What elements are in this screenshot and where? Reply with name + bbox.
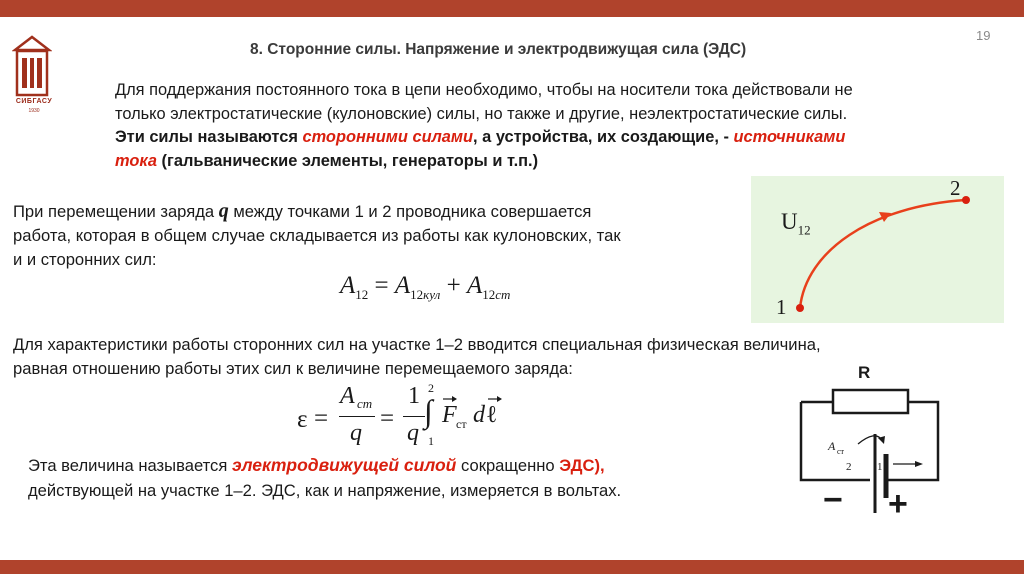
point-2-dot [962, 196, 970, 204]
charge-symbol: q [218, 200, 229, 222]
definition-line-1: Для характеристики работы сторонних сил на участке 1–2 вводится специальная физическая величина, [13, 335, 821, 354]
formula-number: 1 [408, 383, 420, 409]
formula-operator: = [314, 405, 329, 432]
circuit-diagram [790, 360, 940, 520]
logo-name: СИБГАСУ [15, 98, 53, 105]
term-current-sources: источниками [733, 128, 846, 146]
work-paragraph [13, 200, 743, 271]
formula-subscript: 12 [410, 287, 424, 302]
slide-title: 8. Сторонние силы. Напряжение и электродвижущая сила (ЭДС) [250, 41, 747, 58]
intro-line-2: только электростатические (кулоновские) силы, но также и другие, неэлектростатические силы. [115, 104, 848, 123]
term-emf: электродвижущей силой [231, 455, 457, 475]
intro-line-1: Для поддержания постоянного тока в цепи необходимо, чтобы на носители тока действовали не [115, 81, 853, 99]
emf-line-1 [28, 453, 788, 478]
point-1-dot [796, 304, 804, 312]
emf-text: Эта величина называется [28, 456, 232, 475]
logo-year: 1930 [28, 108, 40, 114]
intro-text: (гальванические элементы, генераторы и т.п.) [157, 151, 539, 170]
current-arrow-icon [915, 461, 923, 467]
emf-paragraph [28, 453, 788, 503]
formula-subscript: ст [495, 287, 511, 302]
formula-symbol: A [340, 272, 356, 299]
bottom-bar [0, 560, 1024, 574]
formula-subscript: 12 [355, 287, 369, 302]
formula-operator: + [440, 272, 467, 299]
minus-sign: − [823, 481, 843, 519]
emf-line-2: действующей на участке 1–2. ЭДС, как и напряжение, измеряется в вольтах. [28, 481, 622, 500]
term-emf-abbr: ЭДС), [559, 456, 605, 475]
arc-arrow-icon [879, 212, 891, 222]
formula-symbol: q [350, 420, 362, 446]
intro-text: , а устройства, их создающие, - [473, 128, 734, 146]
work-formula [340, 272, 510, 303]
work-label: A [828, 439, 836, 453]
resistor-icon [833, 390, 908, 413]
term-current: тока [115, 151, 157, 170]
work-line-1 [13, 200, 743, 224]
work-text: между точками 1 и 2 проводника совершается [228, 202, 592, 221]
formula-symbol: q [407, 420, 419, 446]
integral-upper-limit: 2 [428, 381, 434, 395]
arc-drawing [751, 176, 1004, 323]
vector-arrow-icon [487, 394, 503, 402]
formula-subscript: ст [456, 417, 467, 431]
plus-sign: + [888, 485, 908, 520]
formula-subscript: кул [423, 287, 441, 302]
epsilon-symbol: ε [297, 406, 308, 433]
point-2-label: 2 [950, 176, 961, 200]
voltage-label [781, 209, 811, 239]
emf-text: сокращенно [456, 456, 560, 475]
intro-paragraph [115, 79, 1005, 173]
slide-number: 19 [976, 28, 991, 43]
intro-text: Эти силы называются [115, 128, 303, 146]
integral-lower-limit: 1 [428, 434, 434, 448]
formula-subscript: ст [357, 396, 373, 411]
work-line-2: работа, которая в общем случае складывается из работы как кулоновских, так [13, 225, 621, 245]
intro-line-4 [115, 150, 1005, 174]
formula-subscript: 12 [482, 287, 496, 302]
fraction-bar [403, 416, 425, 417]
top-bar [0, 0, 1024, 17]
definition-line-2: равная отношению работы этих сил к величине перемещаемого заряда: [13, 358, 573, 378]
formula-symbol: A [466, 272, 483, 299]
formula-symbol: A [340, 383, 355, 409]
fraction-bar [339, 416, 375, 417]
resistor-label: R [858, 363, 871, 382]
vector-arrow-icon [442, 394, 458, 402]
point-1-label: 1 [776, 295, 787, 319]
formula-operator: = [368, 272, 395, 299]
formula-symbol: F [442, 402, 457, 428]
formula-operator: = [380, 405, 395, 432]
voltage-symbol: U [781, 209, 798, 234]
work-line-3: и и сторонних сил: [13, 249, 157, 269]
work-subscript: ст [837, 447, 845, 456]
voltage-arc-diagram [751, 176, 1004, 323]
formula-symbol: d [473, 402, 485, 428]
formula-symbol: A [394, 272, 411, 299]
intro-line-3 [115, 126, 1005, 150]
formula-symbol: ℓ [486, 402, 498, 428]
voltage-subscript: 12 [797, 222, 811, 238]
terminal-1-label: 1 [877, 461, 883, 473]
term-external-forces: сторонними силами [302, 128, 474, 146]
integral-sign: ∫ [424, 393, 433, 429]
terminal-2-label: 2 [846, 461, 852, 473]
work-text: При перемещении заряда [13, 202, 219, 221]
